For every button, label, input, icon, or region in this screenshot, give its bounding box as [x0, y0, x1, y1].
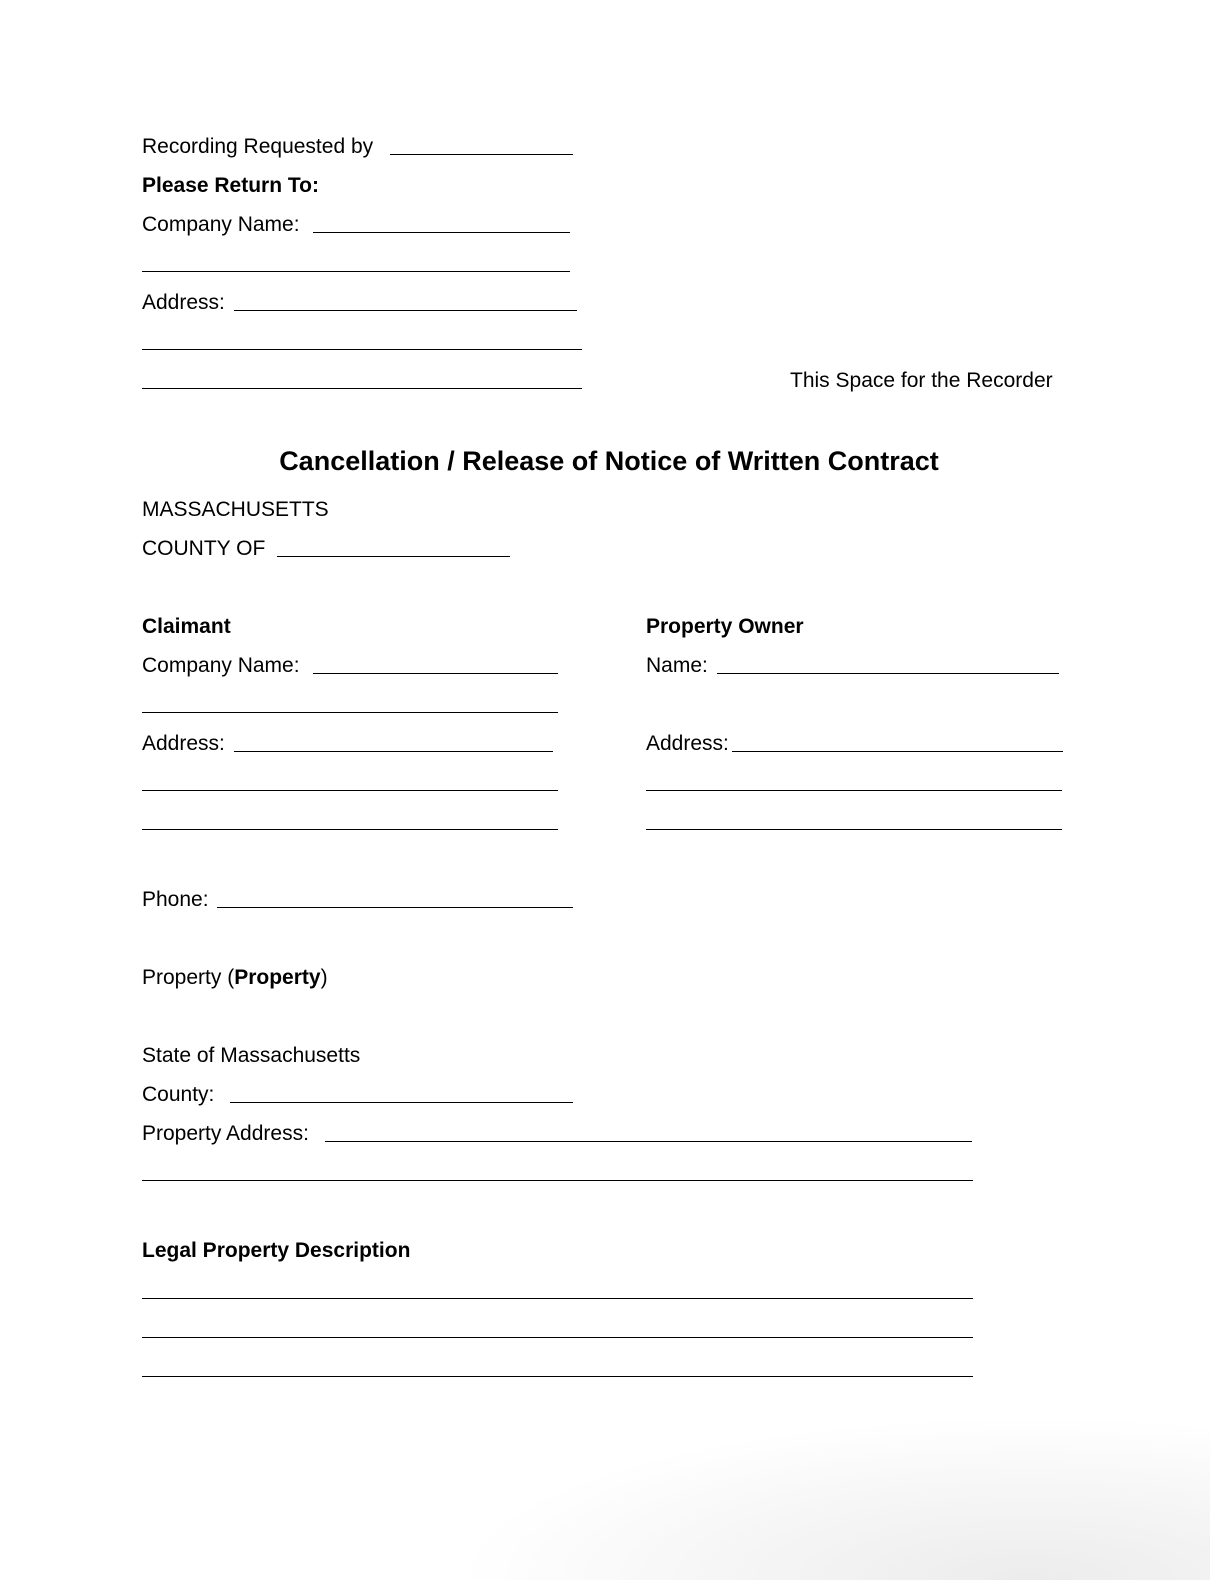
owner-address-field[interactable] — [732, 751, 1063, 752]
return-address-label: Address: — [142, 291, 225, 314]
return-address-field[interactable] — [234, 310, 577, 311]
county-of-label: COUNTY OF — [142, 537, 266, 560]
claimant-phone-field[interactable] — [217, 907, 573, 908]
claimant-heading: Claimant — [142, 615, 231, 638]
property-label-prefix: Property ( — [142, 966, 235, 989]
return-company-name-line-2[interactable] — [142, 271, 570, 272]
claimant-company-name-field[interactable] — [313, 673, 558, 674]
return-address-line-2[interactable] — [142, 349, 582, 350]
claimant-address-label: Address: — [142, 732, 225, 755]
legal-description-line-1[interactable] — [142, 1298, 973, 1299]
page-shadow — [470, 1420, 1210, 1580]
state-label: MASSACHUSETTS — [142, 498, 329, 521]
recording-requested-field[interactable] — [390, 154, 573, 155]
claimant-phone-label: Phone: — [142, 888, 209, 911]
county-of-field[interactable] — [277, 556, 510, 557]
legal-description-heading: Legal Property Description — [142, 1239, 411, 1262]
owner-name-label: Name: — [646, 654, 708, 677]
owner-heading: Property Owner — [646, 615, 804, 638]
property-label-suffix: ) — [320, 966, 328, 989]
legal-description-line-3[interactable] — [142, 1376, 973, 1377]
return-company-name-field[interactable] — [313, 232, 570, 233]
property-county-label: County: — [142, 1083, 215, 1106]
recorder-space-label: This Space for the Recorder — [790, 369, 1053, 392]
property-address-label: Property Address: — [142, 1122, 309, 1145]
owner-name-field[interactable] — [717, 673, 1059, 674]
return-address-line-3[interactable] — [142, 388, 582, 389]
property-label-bold: Property — [234, 966, 321, 989]
owner-address-line-3[interactable] — [646, 829, 1062, 830]
claimant-company-name-line-2[interactable] — [142, 712, 558, 713]
recording-requested-label: Recording Requested by — [142, 135, 374, 158]
property-county-field[interactable] — [230, 1102, 573, 1103]
property-state-label: State of Massachusetts — [142, 1044, 361, 1067]
property-address-field[interactable] — [325, 1141, 972, 1142]
document-title: Cancellation / Release of Notice of Written Contract — [279, 446, 939, 476]
claimant-address-line-3[interactable] — [142, 829, 558, 830]
property-address-line-2[interactable] — [142, 1180, 973, 1181]
claimant-address-field[interactable] — [234, 751, 553, 752]
legal-description-line-2[interactable] — [142, 1337, 973, 1338]
return-company-name-label: Company Name: — [142, 213, 300, 236]
property-label — [142, 967, 328, 988]
claimant-company-name-label: Company Name: — [142, 654, 300, 677]
owner-address-label: Address: — [646, 732, 729, 755]
please-return-to-label: Please Return To: — [142, 174, 319, 197]
owner-address-line-2[interactable] — [646, 790, 1062, 791]
claimant-address-line-2[interactable] — [142, 790, 558, 791]
